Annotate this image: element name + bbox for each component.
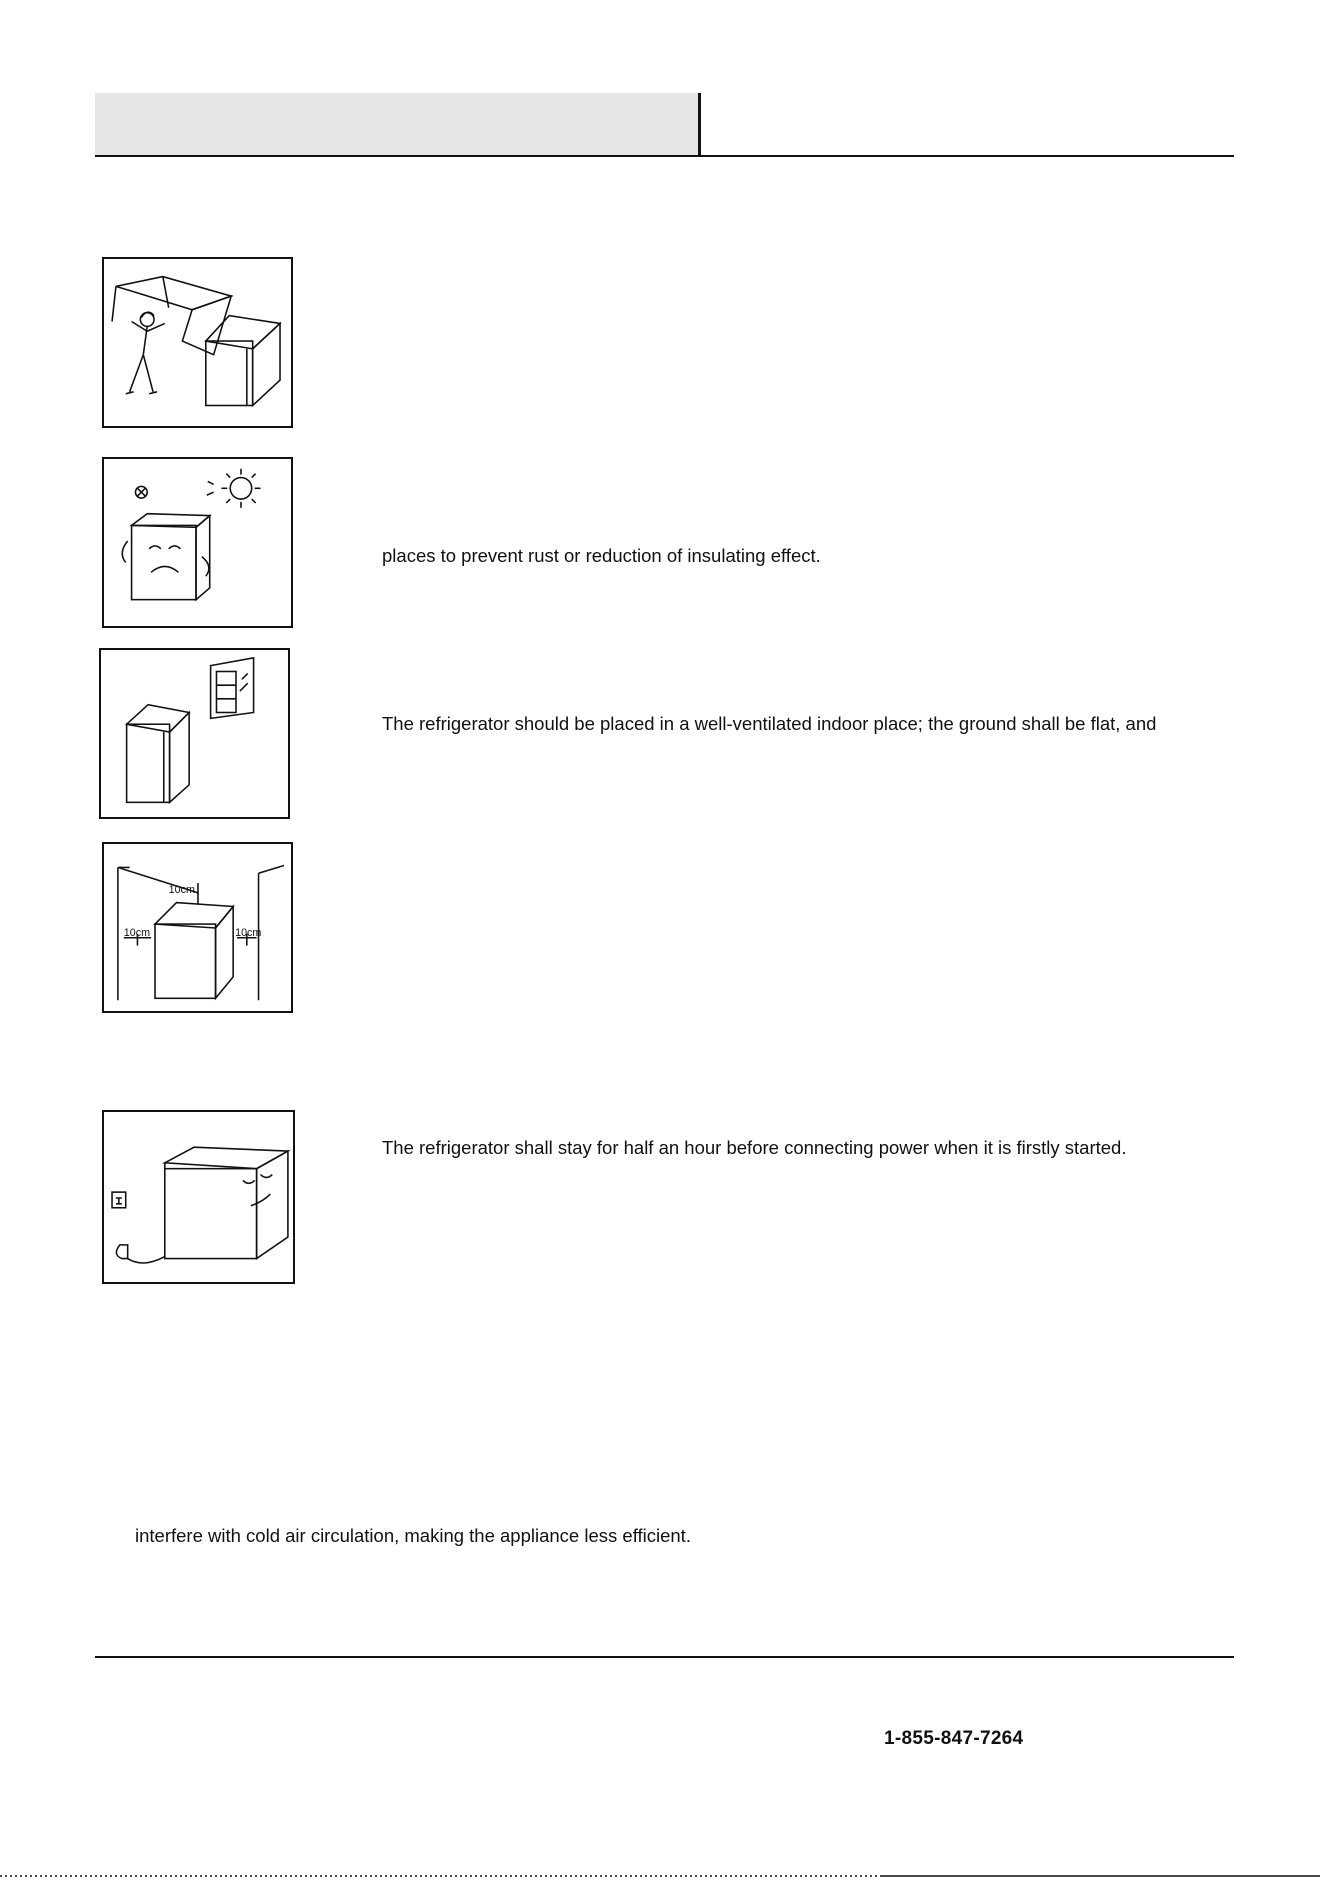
- footer-rule: [95, 1656, 1234, 1658]
- body-line-ventilation: The refrigerator should be placed in a well-ventilated indoor place; the ground shall be flat, and: [382, 713, 1157, 734]
- clearance-illustration: [102, 842, 293, 1013]
- clearance-left-label: 10cm: [123, 926, 151, 939]
- header-rule: [95, 155, 1234, 157]
- body-line-insulation: places to prevent rust or reduction of insulating effect.: [382, 545, 821, 566]
- body-line-power-wait: The refrigerator shall stay for half an hour before connecting power when it is firstly started.: [382, 1137, 1127, 1158]
- ventilation-illustration: [99, 648, 290, 819]
- heat-warning-illustration: [102, 457, 293, 628]
- support-phone: 1-855-847-7264: [884, 1728, 1024, 1749]
- header-divider: [698, 93, 701, 157]
- header-band: [95, 93, 699, 155]
- body-line-air-circulation: interfere with cold air circulation, making the appliance less efficient.: [135, 1525, 691, 1546]
- clearance-top-label: 10cm: [168, 883, 195, 896]
- unpacking-illustration: [102, 257, 293, 428]
- clearance-right-label: 10cm: [235, 926, 262, 939]
- bottom-crop-marks: [0, 1866, 1324, 1872]
- power-wait-illustration: [102, 1110, 295, 1284]
